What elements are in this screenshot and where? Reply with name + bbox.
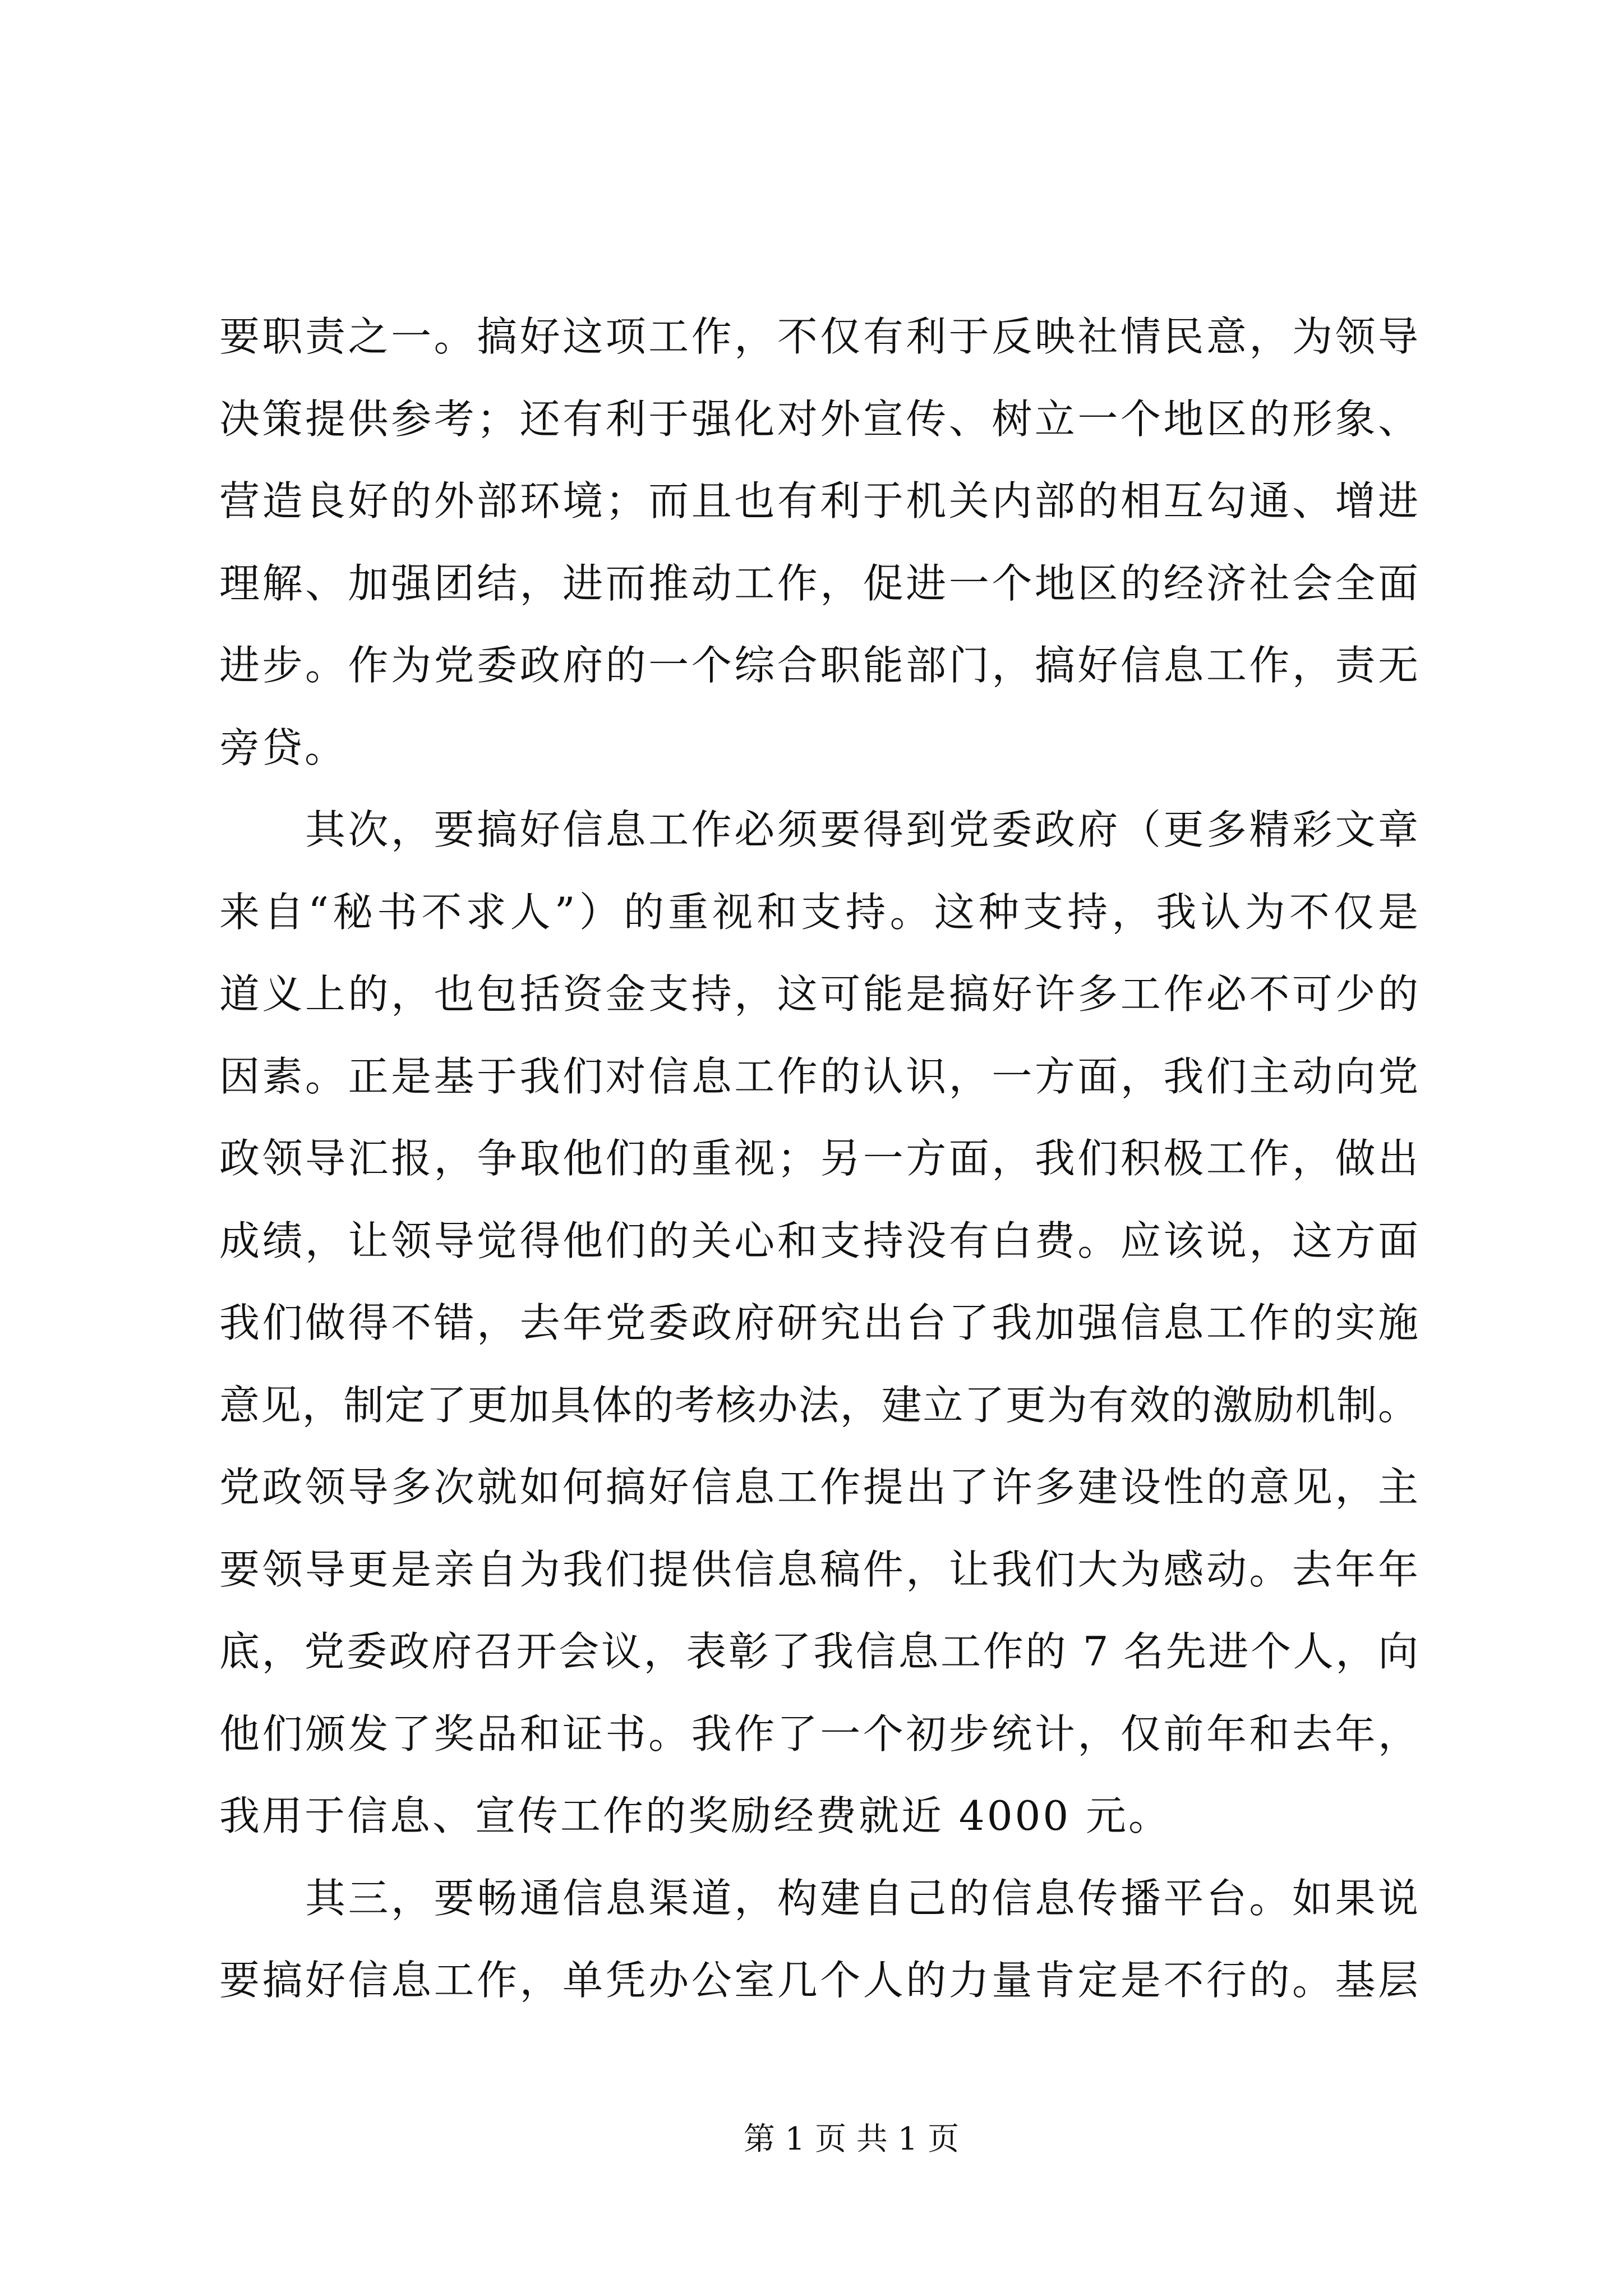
body-line: 理解、加强团结，进而推动工作，促进一个地区的经济社会全面 bbox=[219, 559, 1418, 607]
paragraph-2 bbox=[219, 789, 1418, 1857]
page-footer: 第 1 页 共 1 页 bbox=[743, 2121, 960, 2157]
body-line: 来自“秘书不求人”）的重视和支持。这种支持，我认为不仅是 bbox=[219, 888, 1418, 936]
body-line: 意见，制定了更加具体的考核办法，建立了更为有效的激励机制。 bbox=[219, 1381, 1418, 1429]
body-line: 旁贷。 bbox=[219, 724, 348, 771]
body-line: 营造良好的外部环境；而且也有利于机关内部的相互勾通、增进 bbox=[219, 477, 1418, 524]
body-line: 其三，要畅通信息渠道，构建自己的信息传播平台。如果说 bbox=[305, 1874, 1418, 1922]
body-line: 要搞好信息工作，单凭办公室几个人的力量肯定是不行的。基层 bbox=[219, 1957, 1418, 2004]
document-body bbox=[219, 296, 1418, 2022]
body-line: 党政领导多次就如何搞好信息工作提出了许多建设性的意见，主 bbox=[219, 1464, 1418, 1511]
body-line: 道义上的，也包括资金支持，这可能是搞好许多工作必不可少的 bbox=[219, 970, 1418, 1018]
body-line: 我们做得不错，去年党委政府研究出台了我加强信息工作的实施 bbox=[219, 1299, 1418, 1346]
body-line: 其次，要搞好信息工作必须要得到党委政府（更多精彩文章 bbox=[305, 806, 1418, 853]
body-line: 决策提供参考；还有利于强化对外宣传、树立一个地区的形象、 bbox=[219, 395, 1418, 443]
body-line: 进步。作为党委政府的一个综合职能部门，搞好信息工作，责无 bbox=[219, 642, 1418, 689]
body-line: 成绩，让领导觉得他们的关心和支持没有白费。应该说，这方面 bbox=[219, 1217, 1418, 1264]
body-line: 底，党委政府召开会议，表彰了我信息工作的 7 名先进个人，向 bbox=[219, 1628, 1418, 1675]
body-line: 我用于信息、宣传工作的奖励经费就近 4000 元。 bbox=[219, 1792, 1172, 1839]
body-line: 政领导汇报，争取他们的重视；另一方面，我们积极工作，做出 bbox=[219, 1135, 1418, 1182]
body-line: 因素。正是基于我们对信息工作的认识，一方面，我们主动向党 bbox=[219, 1052, 1418, 1100]
body-line: 要职责之一。搞好这项工作，不仅有利于反映社情民意，为领导 bbox=[219, 313, 1418, 360]
paragraph-1 bbox=[219, 296, 1418, 789]
body-line: 他们颁发了奖品和证书。我作了一个初步统计，仅前年和去年， bbox=[219, 1710, 1418, 1757]
paragraph-3 bbox=[219, 1857, 1418, 2022]
body-line: 要领导更是亲自为我们提供信息稿件，让我们大为感动。去年年 bbox=[219, 1545, 1418, 1593]
